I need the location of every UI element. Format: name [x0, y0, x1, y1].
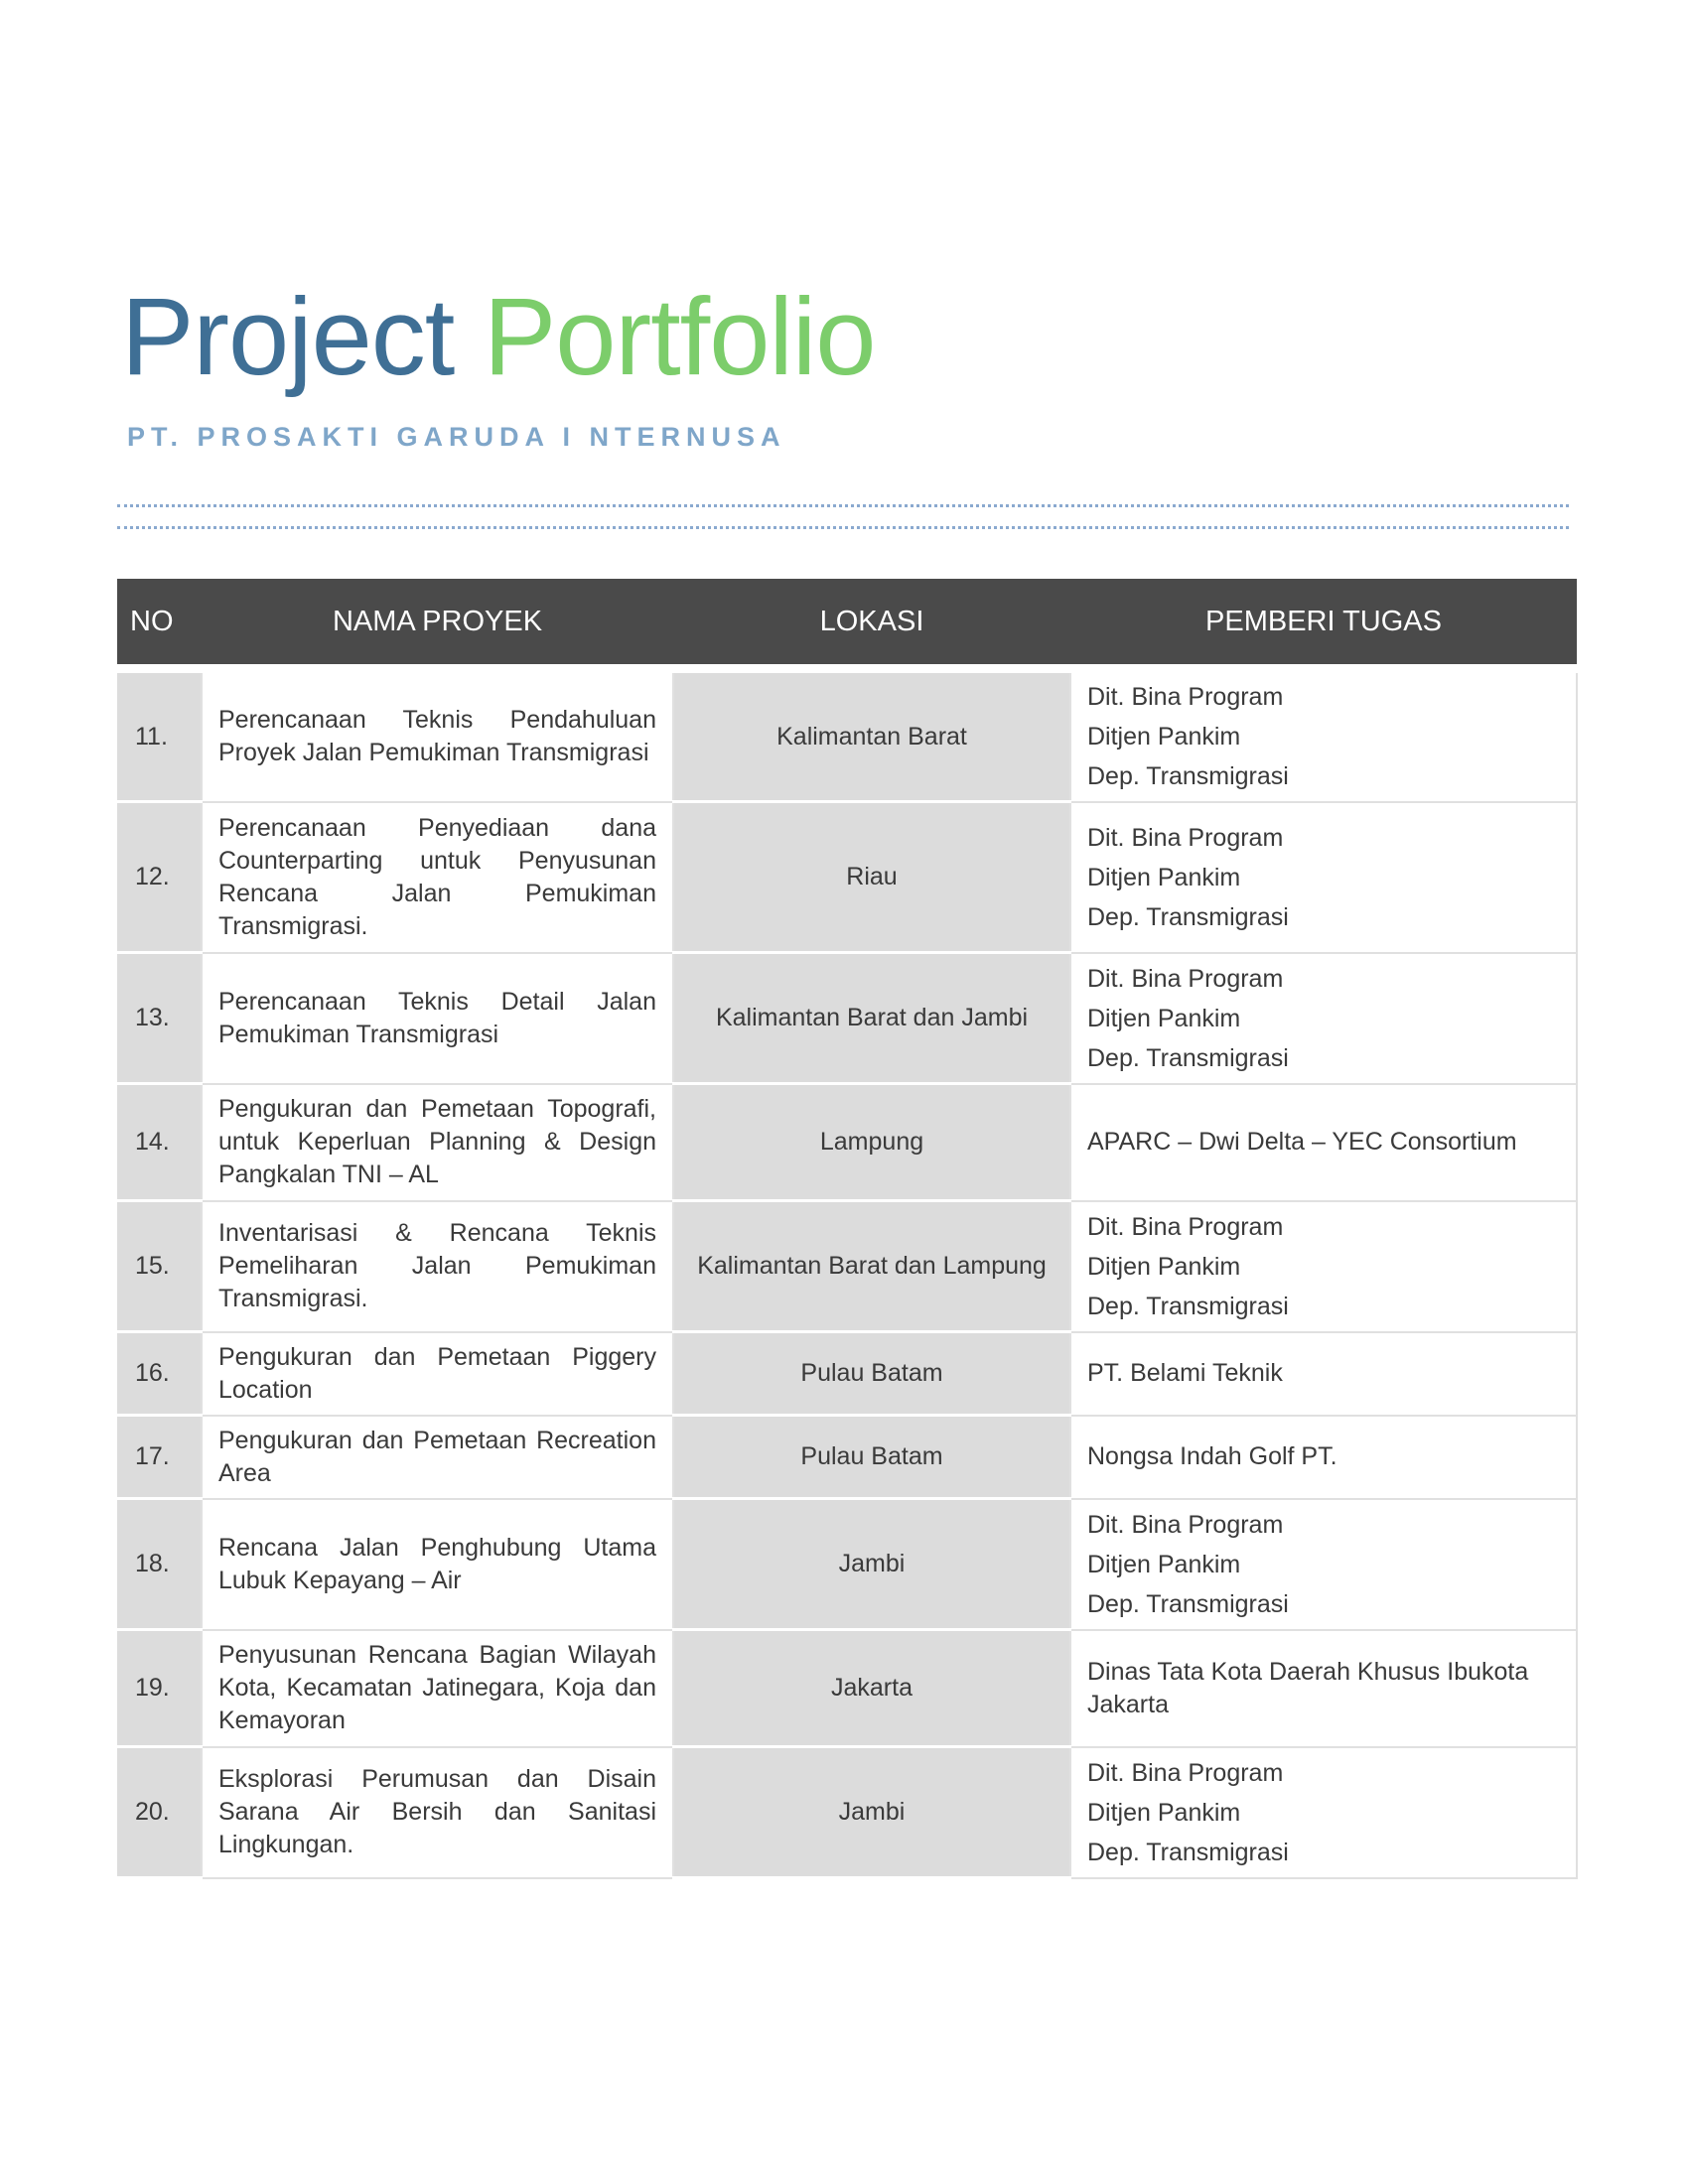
cell-lokasi: Pulau Batam [673, 1332, 1070, 1416]
table-row [117, 1747, 1577, 1878]
column-header-lokasi: LOKASI [673, 579, 1070, 669]
cell-lokasi: Jambi [673, 1499, 1070, 1630]
cell-nama-proyek: Perencanaan Penyediaan dana Counterparting untuk Penyusunan Rencana Jalan Pemukiman Transmigrasi. [202, 802, 673, 953]
column-header-no: NO [117, 579, 202, 669]
table-row [117, 1499, 1577, 1630]
dotted-divider-top [117, 504, 1569, 507]
pemberi-tugas-line: Dit. Bina Program [1087, 1758, 1284, 1787]
table-row [117, 1416, 1577, 1499]
cell-nama-proyek: Perencanaan Teknis Pendahuluan Proyek Jalan Pemukiman Transmigrasi [202, 669, 673, 802]
pemberi-tugas-line: Dep. Transmigrasi [1087, 1589, 1289, 1618]
cell-pemberi-tugas [1070, 669, 1577, 802]
pemberi-tugas-line: Ditjen Pankim [1087, 1004, 1241, 1032]
table-row [117, 953, 1577, 1084]
pemberi-tugas-line: Dep. Transmigrasi [1087, 902, 1289, 931]
cell-pemberi-tugas [1070, 1084, 1577, 1201]
cell-nama-proyek: Rencana Jalan Penghubung Utama Lubuk Kepayang – Air [202, 1499, 673, 1630]
pemberi-tugas-line: Dinas Tata Kota Daerah Khusus Ibukota Jakarta [1087, 1657, 1529, 1718]
cell-no: 12. [117, 802, 202, 953]
pemberi-tugas-line: Ditjen Pankim [1087, 863, 1241, 891]
title-project: Project [121, 276, 455, 398]
pemberi-tugas-line: Dit. Bina Program [1087, 964, 1284, 993]
column-header-nama-proyek: NAMA PROYEK [202, 579, 673, 669]
pemberi-tugas-line: Ditjen Pankim [1087, 723, 1241, 751]
cell-no: 19. [117, 1630, 202, 1747]
pemberi-tugas-line: PT. Belami Teknik [1087, 1359, 1283, 1387]
cell-no: 14. [117, 1084, 202, 1201]
table-row [117, 1630, 1577, 1747]
cell-nama-proyek: Penyusunan Rencana Bagian Wilayah Kota, Kecamatan Jatinegara, Koja dan Kemayoran [202, 1630, 673, 1747]
cell-nama-proyek: Pengukuran dan Pemetaan Piggery Location [202, 1332, 673, 1416]
pemberi-tugas-line: Dit. Bina Program [1087, 1510, 1284, 1539]
pemberi-tugas-line: Ditjen Pankim [1087, 1252, 1241, 1281]
cell-pemberi-tugas [1070, 1332, 1577, 1416]
cell-pemberi-tugas [1070, 1201, 1577, 1332]
table-row [117, 1201, 1577, 1332]
title-portfolio: Portfolio [483, 276, 876, 398]
pemberi-tugas-line: Ditjen Pankim [1087, 1550, 1241, 1578]
pemberi-tugas-line: Ditjen Pankim [1087, 1798, 1241, 1827]
cell-nama-proyek: Pengukuran dan Pemetaan Topografi, untuk Keperluan Planning & Design Pangkalan TNI – AL [202, 1084, 673, 1201]
column-header-pemberi-tugas: PEMBERI TUGAS [1070, 579, 1577, 669]
cell-lokasi: Kalimantan Barat dan Jambi [673, 953, 1070, 1084]
cell-pemberi-tugas [1070, 1499, 1577, 1630]
cell-no: 20. [117, 1747, 202, 1878]
table-row [117, 1332, 1577, 1416]
pemberi-tugas-line: Dep. Transmigrasi [1087, 762, 1289, 791]
cell-no: 17. [117, 1416, 202, 1499]
cell-pemberi-tugas [1070, 953, 1577, 1084]
pemberi-tugas-line: Dep. Transmigrasi [1087, 1838, 1289, 1866]
cell-lokasi: Jambi [673, 1747, 1070, 1878]
dotted-divider-bottom [117, 526, 1569, 529]
pemberi-tugas-line: Dep. Transmigrasi [1087, 1292, 1289, 1320]
pemberi-tugas-line: Nongsa Indah Golf PT. [1087, 1442, 1337, 1470]
cell-lokasi: Riau [673, 802, 1070, 953]
cell-lokasi: Kalimantan Barat dan Lampung [673, 1201, 1070, 1332]
cell-pemberi-tugas [1070, 1747, 1577, 1878]
portfolio-table [117, 579, 1578, 1879]
cell-no: 18. [117, 1499, 202, 1630]
cell-lokasi: Lampung [673, 1084, 1070, 1201]
cell-pemberi-tugas [1070, 1416, 1577, 1499]
pemberi-tugas-line: APARC – Dwi Delta – YEC Consortium [1087, 1128, 1517, 1156]
pemberi-tugas-line: Dit. Bina Program [1087, 823, 1284, 852]
pemberi-tugas-line: Dit. Bina Program [1087, 1212, 1284, 1241]
cell-lokasi: Kalimantan Barat [673, 669, 1070, 802]
cell-nama-proyek: Perencanaan Teknis Detail Jalan Pemukiman Transmigrasi [202, 953, 673, 1084]
cell-nama-proyek: Pengukuran dan Pemetaan Recreation Area [202, 1416, 673, 1499]
cell-pemberi-tugas [1070, 1630, 1577, 1747]
pemberi-tugas-line: Dep. Transmigrasi [1087, 1043, 1289, 1072]
pemberi-tugas-line: Dit. Bina Program [1087, 683, 1284, 712]
portfolio-table-container [117, 579, 1577, 1879]
cell-no: 11. [117, 669, 202, 802]
cell-no: 13. [117, 953, 202, 1084]
cell-pemberi-tugas [1070, 802, 1577, 953]
cell-no: 15. [117, 1201, 202, 1332]
table-body [117, 669, 1577, 1878]
cell-nama-proyek: Inventarisasi & Rencana Teknis Pemeliharan Jalan Pemukiman Transmigrasi. [202, 1201, 673, 1332]
table-row [117, 802, 1577, 953]
cell-lokasi: Pulau Batam [673, 1416, 1070, 1499]
table-row [117, 669, 1577, 802]
table-row [117, 1084, 1577, 1201]
cell-lokasi: Jakarta [673, 1630, 1070, 1747]
company-subtitle: PT. PROSAKTI GARUDA I NTERNUSA [127, 422, 786, 452]
cell-no: 16. [117, 1332, 202, 1416]
page-title [121, 276, 876, 398]
cell-nama-proyek: Eksplorasi Perumusan dan Disain Sarana Air Bersih dan Sanitasi Lingkungan. [202, 1747, 673, 1878]
table-header-row [117, 579, 1577, 669]
